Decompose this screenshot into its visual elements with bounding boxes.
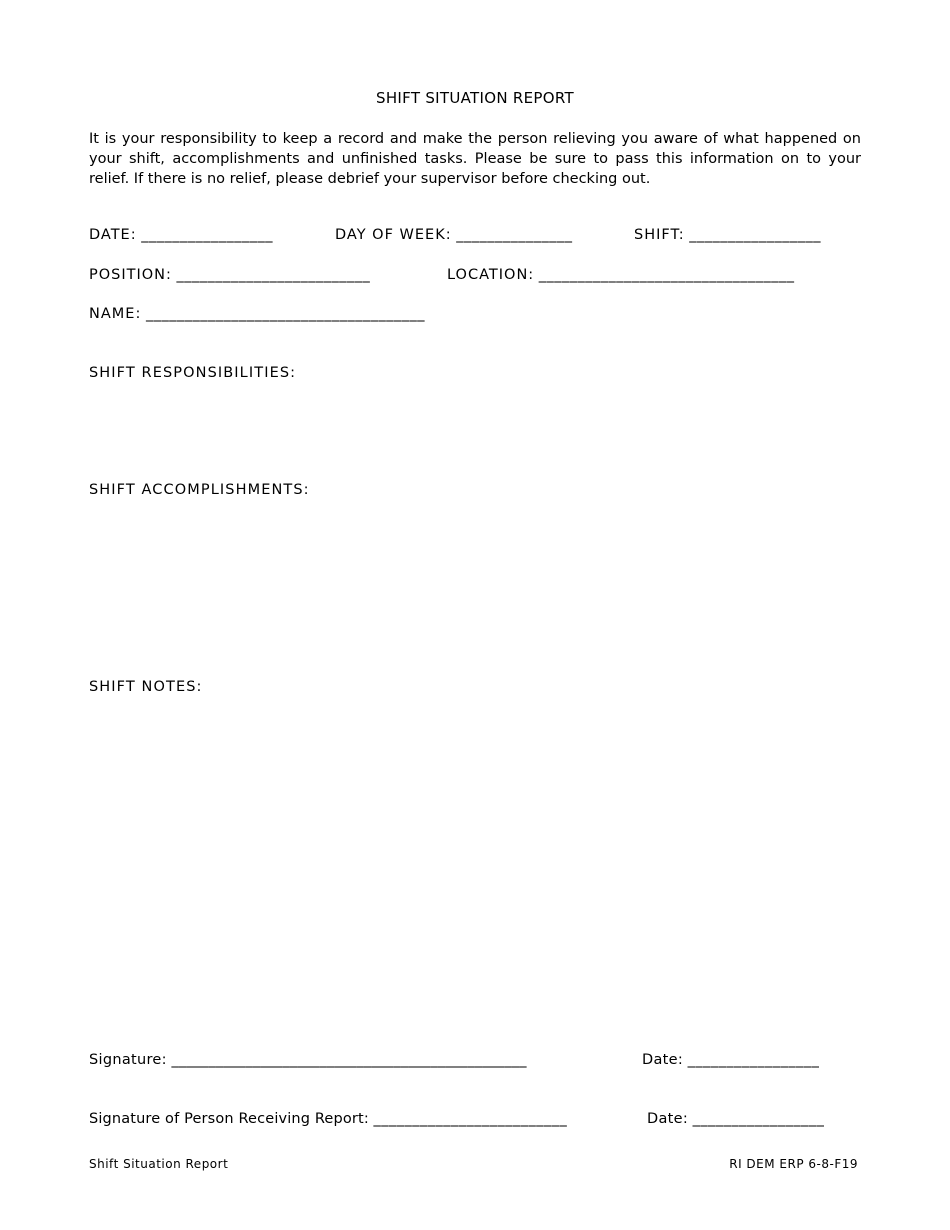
footer-form-code: RI DEM ERP 6-8-F19 [729, 1157, 858, 1171]
signature-label: Signature: [89, 1052, 167, 1068]
shift-notes-heading: SHIFT NOTES: [89, 679, 203, 695]
signature-date-field [642, 1052, 819, 1068]
date-input-line[interactable]: _________________ [141, 227, 273, 243]
shift-accomplishments-heading: SHIFT ACCOMPLISHMENTS: [89, 482, 310, 498]
footer-form-name: Shift Situation Report [89, 1157, 229, 1171]
name-field [89, 306, 425, 322]
receiving-signature-label: Signature of Person Receiving Report: [89, 1111, 369, 1127]
signature-input-line[interactable]: ________________________________________________ [171, 1052, 527, 1068]
receiving-date-field [647, 1111, 824, 1127]
shift-field [634, 227, 821, 243]
position-label: POSITION: [89, 267, 172, 283]
shift-responsibilities-heading: SHIFT RESPONSIBILITIES: [89, 365, 297, 381]
receiving-signature-field [89, 1111, 567, 1127]
position-field [89, 267, 370, 283]
position-input-line[interactable]: _________________________ [176, 267, 371, 283]
shift-input-line[interactable]: _________________ [689, 227, 821, 243]
location-input-line[interactable]: _________________________________ [538, 267, 795, 283]
name-input-line[interactable]: ____________________________________ [145, 306, 425, 322]
intro-paragraph: It is your responsibility to keep a record and make the person relieving you aware of what happened on your shift, accomplishments and unfinished tasks. Please be sure to pass this information on to your relief. If there is no relief, please debrief your supervisor before checking out. [89, 131, 861, 187]
receiving-date-input-line[interactable]: _________________ [692, 1111, 825, 1127]
receiving-date-label: Date: [647, 1111, 689, 1127]
shift-label: SHIFT: [634, 227, 685, 243]
day-of-week-label: DAY OF WEEK: [335, 227, 452, 243]
day-of-week-input-line[interactable]: _______________ [456, 227, 573, 243]
signature-date-label: Date: [642, 1052, 684, 1068]
date-label: DATE: [89, 227, 137, 243]
form-title: SHIFT SITUATION REPORT [376, 89, 574, 107]
signature-field [89, 1052, 527, 1068]
location-field [447, 267, 795, 283]
name-label: NAME: [89, 306, 142, 322]
day-of-week-field [335, 227, 572, 243]
receiving-signature-input-line[interactable]: _________________________ [373, 1111, 568, 1127]
date-field [89, 227, 273, 243]
location-label: LOCATION: [447, 267, 535, 283]
signature-date-input-line[interactable]: _________________ [687, 1052, 820, 1068]
